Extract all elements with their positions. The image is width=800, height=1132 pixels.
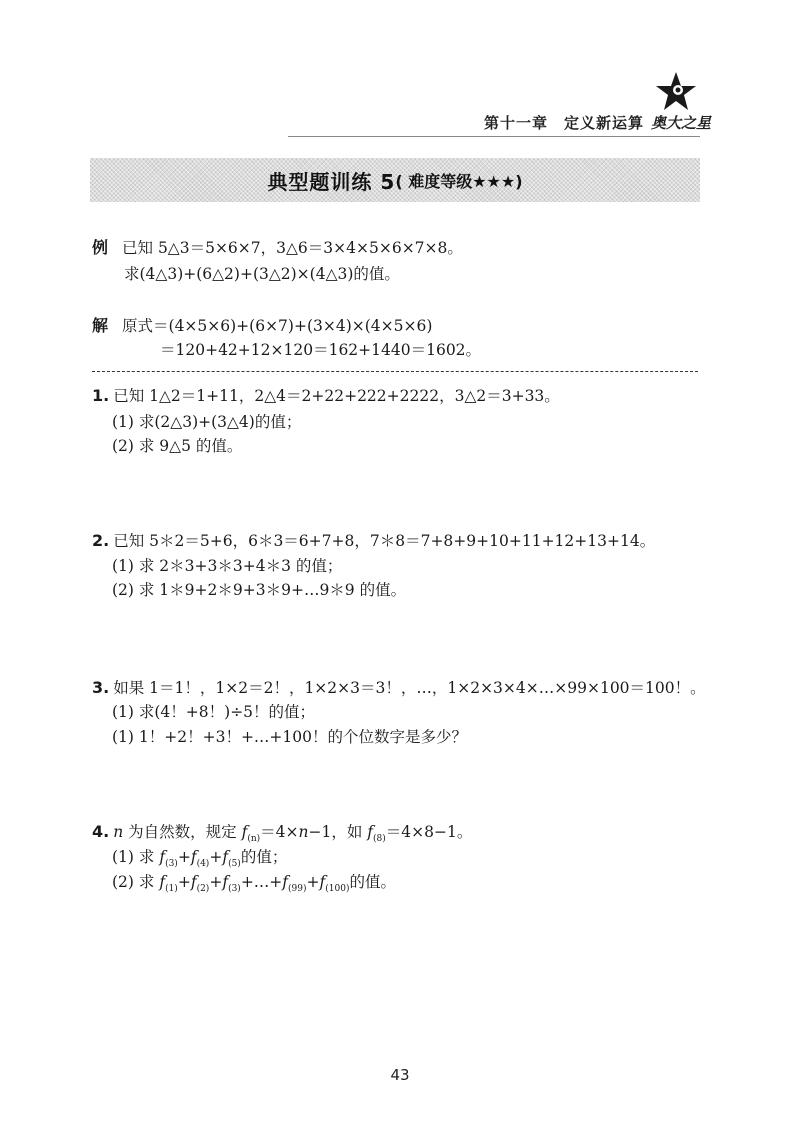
p4p1-post: 的值； bbox=[240, 848, 288, 866]
p4p2-pre: (2) 求 bbox=[112, 873, 160, 891]
example-tag: 例 bbox=[92, 238, 109, 257]
dashed-divider bbox=[92, 371, 698, 372]
solution-text-1: 原式＝(4×5×6)+(6×7)+(3×4)×(4×5×6) bbox=[122, 317, 433, 335]
problem-3-number: 3. bbox=[92, 678, 110, 697]
problem-4-part-1: (1) 求 $f_{(3)}+f_{(4)}+f_{(5)}$的值； bbox=[112, 848, 288, 870]
problem-4-part-2: (2) 求 $f_{(1)}+f_{(2)}+f_{(3)}+\dots+f_{(99)}+f_{(100)}$的值。 bbox=[112, 873, 396, 895]
page-number: 43 bbox=[390, 1066, 410, 1084]
problem-1-number: 1. bbox=[92, 386, 110, 405]
variable-n-2: n bbox=[298, 823, 309, 841]
p4p2-s2: (2) bbox=[196, 884, 210, 895]
problem-3-text: 如果 1＝1！，1×2＝2！，1×2×3＝3！，…，1×2×3×4×…×99×100＝100！。 bbox=[113, 679, 706, 697]
problem-2-number: 2. bbox=[92, 531, 110, 550]
p4p2-f1: f bbox=[159, 873, 166, 891]
p4p1-s3: (5) bbox=[228, 859, 241, 870]
solution-line-1 bbox=[92, 316, 432, 336]
p4p2-f5: f bbox=[319, 873, 326, 891]
problem-4-text-c: −1，如 bbox=[308, 823, 368, 841]
p4p1-pre: (1) 求 bbox=[112, 848, 160, 866]
section-banner bbox=[90, 158, 700, 202]
example-line-1 bbox=[92, 238, 463, 258]
variable-n: n bbox=[113, 823, 124, 841]
p4p2-f2: f bbox=[190, 873, 197, 891]
function-f: f bbox=[241, 823, 248, 841]
problem-4-stem bbox=[92, 822, 472, 849]
p4p2-s5: (100) bbox=[325, 884, 350, 895]
function-f-2: f bbox=[367, 823, 374, 841]
problem-2-part-1: (1) 求 2＊3+3＊3+4＊3 的值； bbox=[112, 557, 343, 575]
p4p2-s4: (99) bbox=[288, 884, 307, 895]
p4p2-f3: f bbox=[222, 873, 229, 891]
subscript-8: (8) bbox=[373, 834, 386, 845]
p4p1-f1: f bbox=[159, 848, 166, 866]
solution-line-2: ＝120+42+12×120＝162+1440＝1602。 bbox=[160, 341, 482, 359]
p4p2-post: 的值。 bbox=[349, 873, 396, 891]
problem-2-text: 已知 5＊2＝5+6，6＊3＝6+7+8，7＊8＝7+8+9+10+11+12+13+14。 bbox=[113, 532, 656, 550]
example-text-1: 已知 5△3＝5×6×7，3△6＝3×4×5×6×7×8。 bbox=[122, 239, 463, 257]
header-divider bbox=[288, 136, 700, 137]
p4p1-f3: f bbox=[222, 848, 229, 866]
problem-4-text-b: ＝4× bbox=[260, 823, 299, 841]
difficulty-level: ( 难度等级★★★) bbox=[395, 171, 523, 191]
problem-2-stem bbox=[92, 531, 655, 551]
problem-3-part-2: (1) 1！+2！+3！+…+100！的个位数字是多少？ bbox=[112, 728, 468, 746]
p4p1-s1: (3) bbox=[165, 859, 178, 870]
p4p2-f4: f bbox=[282, 873, 289, 891]
star-logo-icon bbox=[650, 70, 702, 112]
problem-3-stem bbox=[92, 678, 706, 698]
subscript-n: (n) bbox=[247, 834, 261, 845]
p4p1-s2: (4) bbox=[196, 859, 210, 870]
problem-2-part-2: (2) 求 1＊9+2＊9+3＊9+…9＊9 的值。 bbox=[112, 581, 407, 599]
chapter-title: 第十一章 定义新运算 bbox=[484, 114, 645, 132]
example-line-2: 求(4△3)+(6△2)+(3△2)×(4△3)的值。 bbox=[124, 265, 400, 283]
problem-4-text-a: 为自然数，规定 bbox=[123, 823, 242, 841]
problem-1-text: 已知 1△2＝1+11，2△4＝2+22+222+2222，3△2＝3+33。 bbox=[113, 387, 560, 405]
problem-1-stem bbox=[92, 386, 560, 406]
p4p2-s1: (1) bbox=[165, 884, 178, 895]
p4p1-f2: f bbox=[190, 848, 197, 866]
problem-1-part-2: (2) 求 9△5 的值。 bbox=[112, 437, 243, 455]
brand-name: 奥大之星 bbox=[651, 114, 712, 132]
problem-4-number: 4. bbox=[92, 822, 110, 841]
section-title: 典型题训练 5 bbox=[267, 169, 396, 194]
problem-4-text-d: ＝4×8−1。 bbox=[385, 823, 473, 841]
p4p2-s3: (3) bbox=[228, 884, 241, 895]
problem-1-part-1: (1) 求(2△3)+(3△4)的值； bbox=[112, 413, 302, 431]
p4p2-dots: +…+ bbox=[240, 873, 283, 891]
solution-tag: 解 bbox=[92, 316, 109, 335]
problem-3-part-1: (1) 求(4！+8！)÷5！的值； bbox=[112, 703, 316, 721]
